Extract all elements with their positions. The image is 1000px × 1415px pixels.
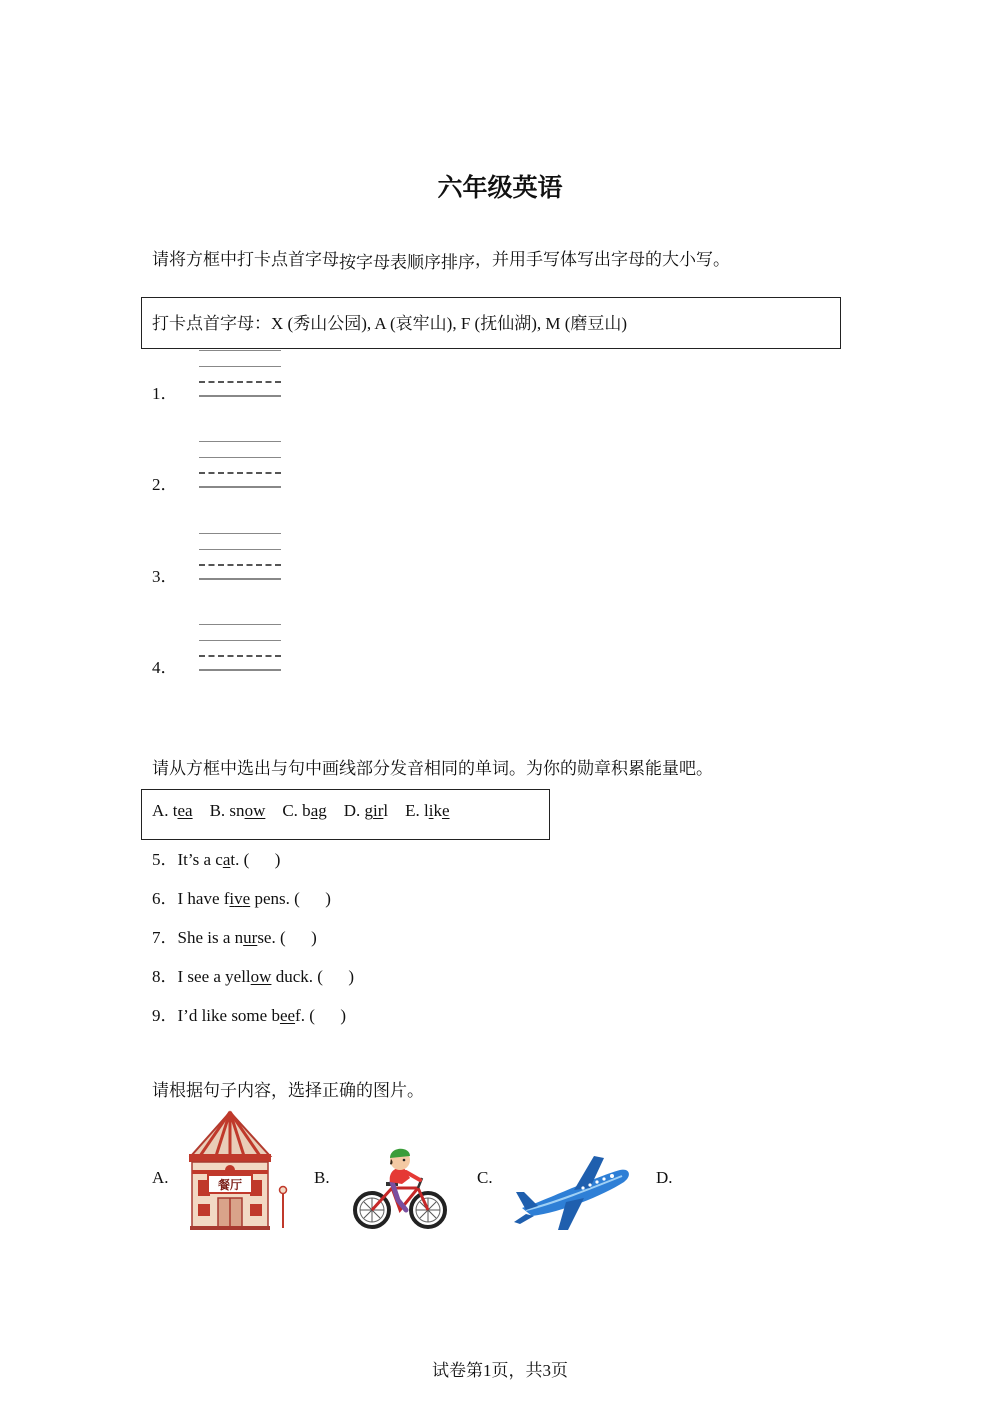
instruction-part: ，并用手写体写出字母的大小写。 [475, 250, 730, 270]
handwriting-lines [199, 348, 281, 396]
question-number: 1． [152, 384, 178, 403]
bicycle-image [352, 1142, 450, 1232]
question-number: 2． [152, 475, 178, 494]
question-number: 4． [152, 658, 178, 677]
handwriting-lines [199, 439, 281, 487]
sentence-item: 5．It’s a cat. ( ) [152, 850, 281, 869]
handwriting-lines [199, 531, 281, 579]
picture-option-label: B. [314, 1168, 330, 1187]
option-c: C. bag [282, 801, 327, 820]
picture-option-label: C. [477, 1168, 493, 1187]
option-b: B. snow [209, 801, 266, 820]
sentence-item: 6．I have five pens. ( ) [152, 889, 331, 908]
option-a: A. tea [152, 801, 193, 820]
restaurant-sign: 餐厅 [217, 1178, 243, 1192]
options-box [141, 789, 550, 840]
restaurant-image [186, 1110, 290, 1232]
page-footer: 试卷第1页，共3页 [432, 1361, 568, 1381]
instruction-part: 请将方框中打卡点首字母 [152, 250, 339, 270]
handwriting-lines [199, 622, 281, 670]
sentence-item: 7．She is a nurse. ( ) [152, 928, 317, 947]
box-text: X (秀山公园), A (哀牢山), F (抚仙湖), M (磨豆山) [271, 314, 628, 333]
question-number: 3． [152, 567, 178, 586]
airplane-image [512, 1152, 632, 1232]
option-d: D. girl [343, 801, 389, 820]
checkpoint-box [141, 297, 841, 349]
section1-instruction [152, 245, 730, 273]
sentence-item: 9．I’d like some beef. ( ) [152, 1006, 347, 1025]
page-title: 六年级英语 [437, 173, 563, 202]
sentence-item: 8．I see a yellow duck. ( ) [152, 967, 355, 986]
option-e: E. like [405, 801, 450, 820]
box-label: 打卡点首字母： [152, 314, 271, 334]
section3-instruction: 请根据句子内容，选择正确的图片。 [152, 1081, 424, 1101]
picture-option-label: A. [152, 1168, 169, 1187]
instruction-part: 按字母表顺序排序 [339, 253, 475, 273]
section2-instruction: 请从方框中选出与句中画线部分发音相同的单词。为你的勋章积累能量吧。 [152, 759, 713, 779]
picture-option-label: D. [656, 1168, 673, 1187]
